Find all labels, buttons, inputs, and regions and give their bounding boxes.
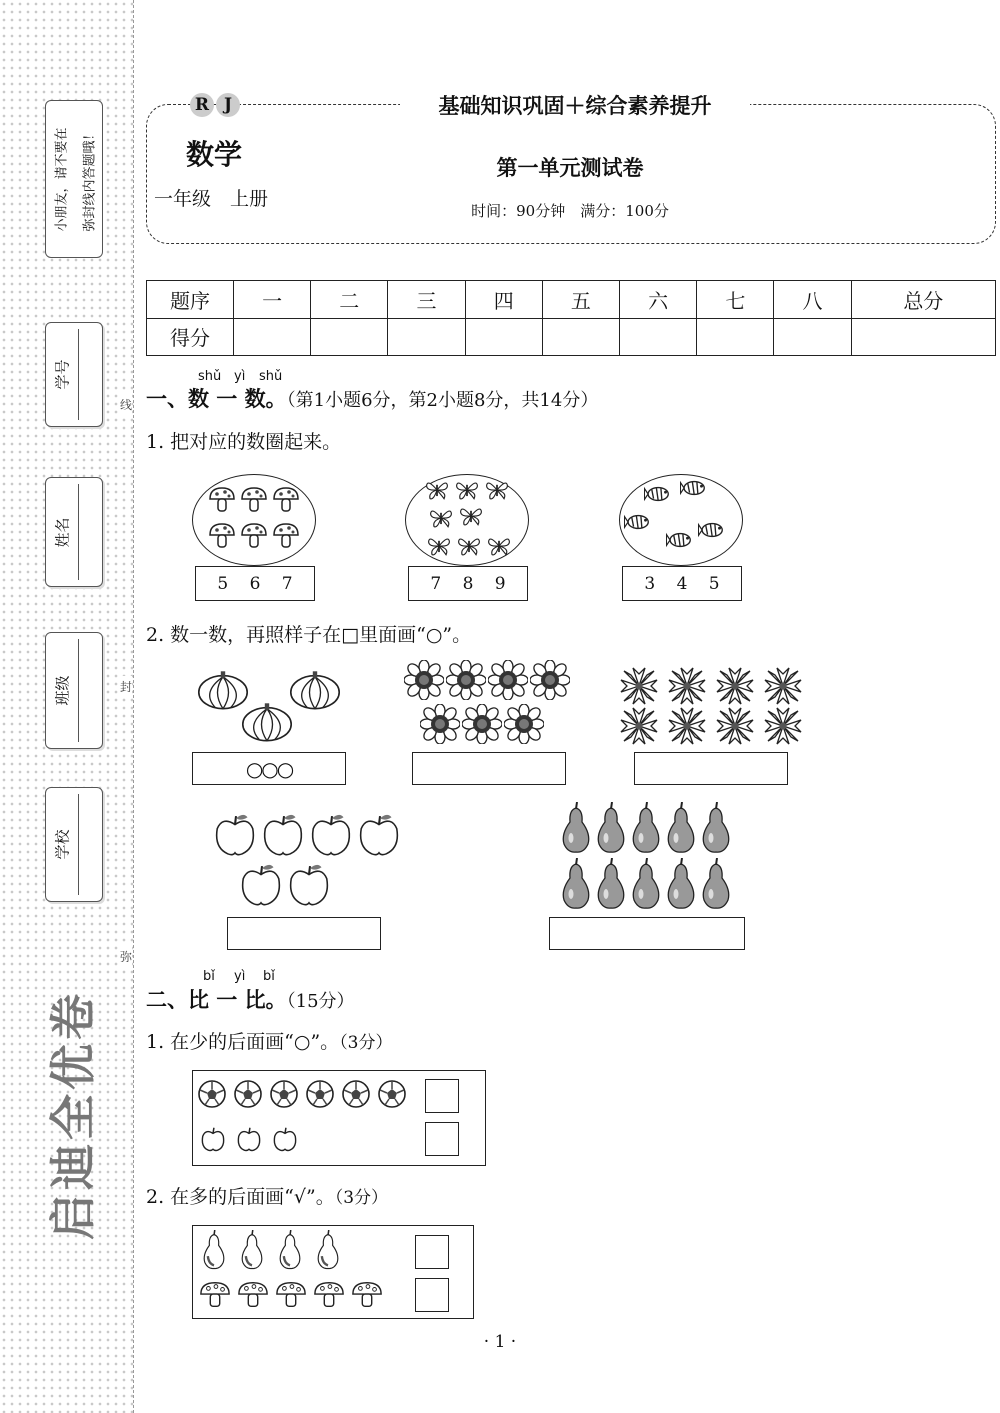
pinyin: shǔ	[259, 369, 283, 384]
number-options-1	[195, 566, 315, 601]
option-number[interactable]: 5	[708, 573, 720, 594]
score-row-label: 得分	[147, 318, 234, 356]
name-field[interactable]	[45, 477, 103, 587]
option-number[interactable]: 6	[249, 573, 261, 594]
score-col-2: 二	[311, 281, 388, 319]
notice-box	[45, 100, 103, 258]
grade-label: 一年级 上册	[154, 188, 269, 210]
answer-box-lily[interactable]	[634, 752, 788, 785]
question-1-1: 1. 把对应的数圈起来。	[146, 431, 342, 453]
fish-group	[619, 474, 743, 566]
score-cell[interactable]	[542, 318, 619, 356]
notice-line-2: 弥封线内答题哦！	[82, 126, 98, 232]
question-2-1: 1. 在少的后面画“○”。（3分）	[146, 1031, 393, 1053]
apple-picture	[210, 812, 406, 914]
edition-badge	[190, 93, 240, 117]
score-cell[interactable]	[388, 318, 465, 356]
badge-letter-j: J	[216, 93, 240, 117]
class-field[interactable]	[45, 632, 103, 749]
answer-square-mushrooms[interactable]	[415, 1278, 449, 1312]
compare-pictures-1	[197, 1079, 407, 1159]
name-label: 姓名	[53, 516, 72, 548]
butterfly-group	[405, 474, 529, 566]
score-table	[146, 280, 996, 356]
student-id-field[interactable]	[45, 322, 103, 427]
score-col-1: 一	[234, 281, 311, 319]
subject-title: 数学	[186, 138, 243, 171]
score-cell[interactable]	[234, 318, 311, 356]
section-1-title: 一、数 一 数。（第1小题6分，第2小题8分，共14分）	[146, 386, 599, 411]
score-header-row	[147, 281, 996, 319]
score-cell[interactable]	[851, 318, 995, 356]
sample-circles: ○○○	[245, 756, 293, 781]
notice-line-1: 小朋友，请不要在	[54, 126, 70, 232]
answer-square-apples[interactable]	[425, 1122, 459, 1156]
answer-box-sunflower[interactable]	[412, 752, 566, 785]
number-options-2	[408, 566, 528, 601]
question-1-2: 2. 数一数，再照样子在□里面画“○”。	[146, 624, 472, 646]
seal-mark-line: 线	[120, 394, 132, 415]
answer-square-balls[interactable]	[425, 1079, 459, 1113]
section-1-points: （第1小题6分，第2小题8分，共14分）	[286, 390, 599, 411]
pinyin: yì	[234, 369, 246, 384]
pinyin: shǔ	[198, 369, 222, 384]
sunflower-picture	[402, 660, 572, 750]
mushroom-group	[192, 474, 316, 566]
compare-pictures-2	[199, 1230, 389, 1314]
time-info: 时间：90分钟 满分：100分	[471, 202, 669, 220]
number-options-3	[622, 566, 742, 601]
score-col-3: 三	[388, 281, 465, 319]
lily-picture	[618, 666, 812, 750]
score-col-7: 七	[697, 281, 774, 319]
section-2-points: （15分）	[286, 991, 355, 1012]
answer-box-pumpkin[interactable]	[192, 752, 346, 785]
score-col-4: 四	[465, 281, 542, 319]
brand-logo: 启迪全优卷	[46, 990, 100, 1240]
option-number[interactable]: 8	[462, 573, 474, 594]
option-number[interactable]: 5	[217, 573, 229, 594]
option-number[interactable]: 3	[644, 573, 656, 594]
pinyin: bǐ	[263, 969, 275, 984]
unit-title: 第一单元测试卷	[496, 155, 644, 180]
badge-letter-r: R	[190, 93, 214, 117]
class-label: 班级	[53, 675, 72, 706]
question-2-2: 2. 在多的后面画“√”。（3分）	[146, 1186, 389, 1208]
school-field[interactable]	[45, 787, 103, 902]
score-cell[interactable]	[697, 318, 774, 356]
pumpkin-picture	[195, 668, 345, 748]
score-value-row	[147, 318, 996, 356]
option-number[interactable]: 7	[430, 573, 442, 594]
score-col-5: 五	[542, 281, 619, 319]
compare-box-2	[192, 1225, 474, 1319]
score-col-8: 八	[774, 281, 851, 319]
pinyin: bǐ	[203, 969, 215, 984]
school-label: 学校	[53, 829, 72, 860]
pinyin: yì	[234, 969, 246, 984]
seal-dashed-line	[133, 0, 134, 1413]
score-col-label: 题序	[147, 281, 234, 319]
section-2-title: 二、比 一 比。（15分）	[146, 987, 355, 1012]
score-col-6: 六	[620, 281, 697, 319]
option-number[interactable]: 9	[494, 573, 506, 594]
seal-mark-mi: 弥	[120, 946, 132, 967]
option-number[interactable]: 4	[676, 573, 688, 594]
seal-mark-seal: 封	[120, 676, 132, 697]
student-id-label: 学号	[53, 359, 72, 390]
option-number[interactable]: 7	[281, 573, 293, 594]
answer-box-apple[interactable]	[227, 917, 381, 950]
compare-box-1	[192, 1070, 486, 1166]
score-col-total: 总分	[851, 281, 995, 319]
pear-picture	[558, 802, 734, 914]
score-cell[interactable]	[311, 318, 388, 356]
score-cell[interactable]	[465, 318, 542, 356]
banner-title: 基础知识巩固＋综合素养提升	[400, 90, 750, 120]
answer-square-pears[interactable]	[415, 1235, 449, 1269]
score-cell[interactable]	[774, 318, 851, 356]
page-number: · 1 ·	[483, 1332, 517, 1352]
answer-box-pear[interactable]	[549, 917, 745, 950]
score-cell[interactable]	[620, 318, 697, 356]
